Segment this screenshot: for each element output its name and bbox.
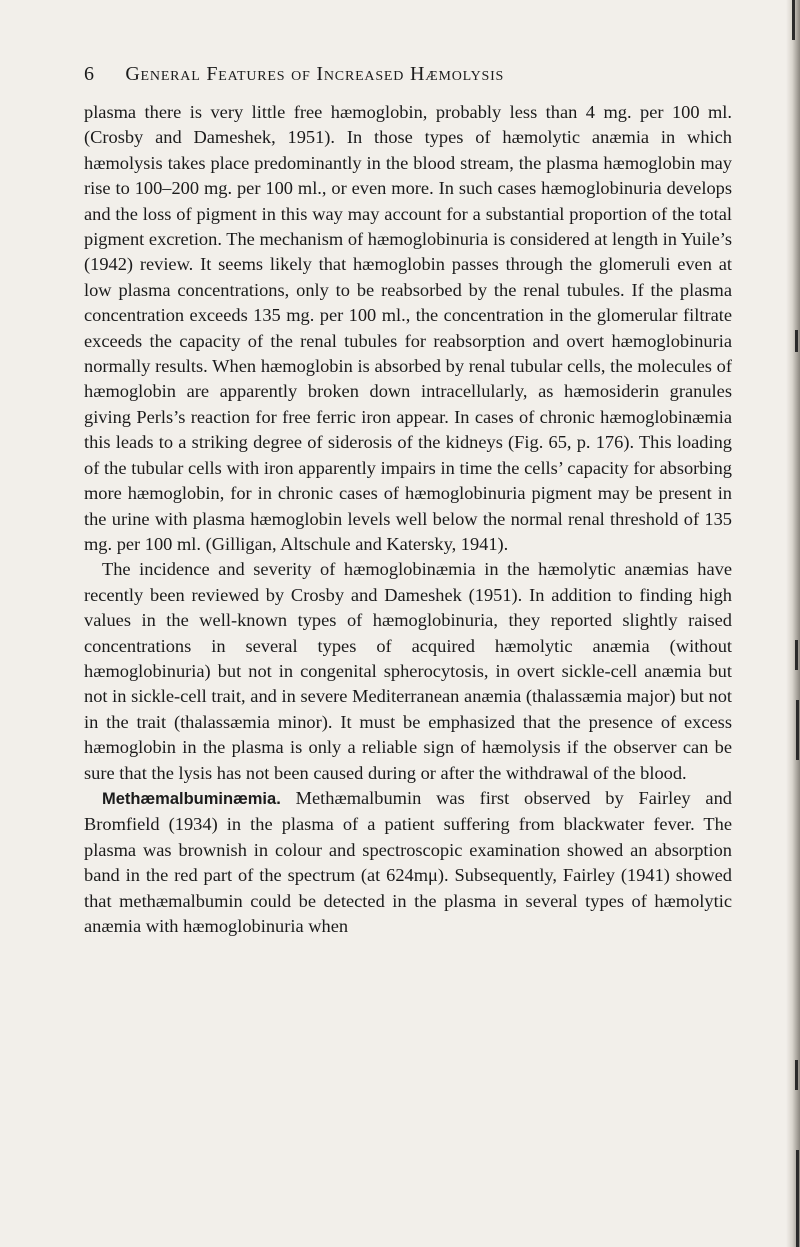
- paragraph-1: [84, 100, 732, 557]
- paragraph-3-text: Methæmalbumin was first observed by Fairley and Bromfield (1934) in the plasma of a patient suffering from blackwater fever. The plasma was brownish in colour and spectroscopic examination showed an absorption band in the red part of the spectrum (at 624mμ). Subsequently, Fairley (1941) showed that methæmalbumin could be detected in the plasma in several types of hæmolytic anæmia with hæmoglobinuria when: [84, 787, 732, 936]
- paragraph-1-text: plasma there is very little free hæmoglobin, probably less than 4 mg. per 100 ml. (Crosby and Dameshek, 1951). In those types of hæmolytic anæmia in which hæmolysis takes place predominantly in the blood stream, the plasma hæmoglobin may rise to 100–200 mg. per 100 ml., or even more. In such cases hæmoglobinuria develops and the loss of pigment in this way may account for a substantial proportion of the total pigment excretion. The mechanism of hæmoglobinuria is considered at length in Yuile’s (1942) review. It seems likely that hæmoglobin passes through the glomeruli even at low plasma concentrations, only to be reabsorbed by the renal tubules. If the plasma concentration exceeds 135 mg. per 100 ml., the concentration in the glomerular filtrate exceeds the capacity of the renal tubules for reabsorption and overt hæmoglobinuria normally results. When hæmoglobin is absorbed by renal tubular cells, the molecules of hæmoglobin are apparently broken down intracellularly, as hæmosiderin granules giving Perls’s reaction for free ferric iron appear. In cases of chronic hæmoglobinæmia this leads to a striking degree of siderosis of the kidneys (Fig. 65, p. 176). This loading of the tubular cells with iron apparently impairs in time the cells’ capacity for absorbing more hæmoglobin, for in chronic cases of hæmoglobinuria pigment may be present in the urine with plasma hæmoglobin levels well below the normal renal threshold of 135 mg. per 100 ml. (Gilligan, Altschule and Katersky, 1941).: [84, 102, 732, 554]
- paragraph-2-text: The incidence and severity of hæmoglobinæmia in the hæmolytic anæmias have recently been reviewed by Crosby and Dameshek (1951). In addition to finding high values in the well-known types of hæmoglobinuria, they reported slightly raised concentrations in several types of acquired hæmolytic anæmia (without hæmoglobinuria) but not in congenital spherocytosis, in overt sickle-cell anæmia but not in sickle-cell trait, and in severe Mediterranean anæmia (thalassæmia major) but not in the trait (thalassæmia minor). It must be emphasized that the presence of excess hæmoglobin in the plasma is only a reliable sign of hæmolysis if the observer can be sure that the lysis has not been caused during or after the withdrawal of the blood.: [84, 559, 732, 783]
- edge-mark: [795, 640, 798, 670]
- edge-mark: [796, 1150, 799, 1247]
- edge-mark: [796, 700, 799, 760]
- page-edge-shadow: [786, 0, 800, 1247]
- edge-mark: [795, 330, 798, 352]
- paragraph-3: [84, 786, 732, 939]
- running-title: General Features of Increased Hæmolysis: [125, 63, 505, 85]
- paragraph-2: [84, 557, 732, 786]
- running-header: [84, 62, 764, 86]
- edge-mark: [795, 1060, 798, 1090]
- page-number: 6: [84, 63, 95, 85]
- body-text: [84, 100, 732, 939]
- section-run-in-heading: Methæmalbuminæmia.: [102, 789, 281, 808]
- edge-mark: [792, 0, 795, 40]
